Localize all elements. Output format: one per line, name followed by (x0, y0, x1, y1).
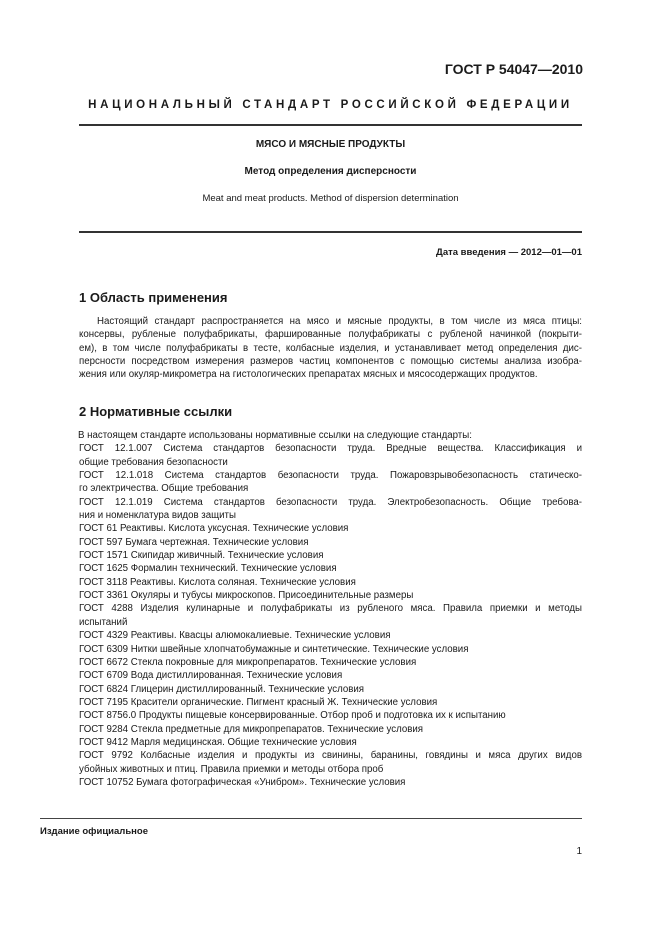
top-divider (79, 124, 582, 126)
reference-item (79, 683, 582, 696)
reference-item (79, 696, 582, 709)
page-number: 1 (576, 846, 582, 857)
reference-line: ГОСТ 6309 Нитки швейные хлопчатобумажные и синтетические. Технические условия (79, 643, 469, 655)
english-title: Meat and meat products. Method of dispersion determination (202, 193, 459, 204)
scope-paragraph-line: консервы, рубленые полуфабрикаты, фаршированные полуфабрикаты с рубленой начинкой (покрыти- (79, 329, 582, 341)
reference-line: ГОСТ 1625 Формалин технический. Технические условия (79, 563, 337, 575)
reference-line: ГОСТ 61 Реактивы. Кислота уксусная. Технические условия (79, 523, 349, 535)
reference-item (79, 709, 582, 722)
section-2-body (79, 429, 582, 789)
scope-paragraph-line: жения или окуляр-микрометра на гистологических препаратах мясных и мясосодержащих продуктов. (79, 369, 538, 381)
reference-item (79, 723, 582, 736)
reference-line: ГОСТ 12.1.019 Система стандартов безопасности труда. Электробезопасность. Общие требова- (79, 496, 582, 508)
reference-line: ГОСТ 7195 Красители органические. Пигмент красный Ж. Технические условия (79, 696, 438, 708)
reference-item (79, 496, 582, 523)
reference-line: ГОСТ 12.1.007 Система стандартов безопасности труда. Вредные вещества. Классификация и (79, 443, 582, 455)
title-divider (79, 231, 582, 233)
reference-line: ГОСТ 9412 Марля медицинская. Общие технические условия (79, 736, 357, 748)
reference-item (79, 469, 582, 496)
reference-item (79, 643, 582, 656)
reference-item (79, 656, 582, 669)
reference-line: ГОСТ 9284 Стекла предметные для микропрепаратов. Технические условия (79, 723, 424, 735)
reference-item (79, 549, 582, 562)
reference-item (79, 629, 582, 642)
official-edition-label: Издание официальное (40, 826, 148, 837)
reference-item (79, 602, 582, 629)
reference-item (79, 749, 582, 776)
reference-line: ГОСТ 1571 Скипидар живичный. Технические условия (79, 550, 324, 562)
reference-line: ГОСТ 8756.0 Продукты пищевые консервированные. Отбор проб и подготовка их к испытанию (79, 710, 506, 722)
document-title: МЯСО И МЯСНЫЕ ПРОДУКТЫ (255, 139, 406, 150)
reference-item (79, 576, 582, 589)
reference-line: ГОСТ 4329 Реактивы. Квасцы алюмокалиевые. Технические условия (79, 630, 391, 642)
reference-item (79, 669, 582, 682)
reference-line: ГОСТ 6824 Глицерин дистиллированный. Технические условия (79, 683, 365, 695)
reference-item (79, 562, 582, 575)
section-1-heading: 1 Область применения (79, 290, 228, 305)
reference-line: ГОСТ 3361 Окуляры и тубусы микроскопов. Присоединительные размеры (79, 590, 414, 602)
references-intro: В настоящем стандарте использованы нормативные ссылки на следующие стандарты: (78, 430, 472, 441)
section-2-heading: 2 Нормативные ссылки (79, 404, 233, 419)
reference-line: ГОСТ 12.1.018 Система стандартов безопасности труда. Пожаровзрывобезопасность статическо- (79, 470, 582, 482)
reference-line: ГОСТ 3118 Реактивы. Кислота соляная. Технические условия (79, 576, 356, 588)
national-standard-banner: НАЦИОНАЛЬНЫЙ СТАНДАРТ РОССИЙСКОЙ ФЕДЕРАЦИИ (88, 99, 573, 111)
standard-number: ГОСТ Р 54047—2010 (444, 61, 583, 77)
reference-item (79, 776, 582, 789)
reference-line: ГОСТ 9792 Колбасные изделия и продукты из свинины, баранины, говядины и мяса других видов (79, 750, 582, 762)
scope-paragraph-line: Настоящий стандарт распространяется на мясо и мясные продукты, в том числе из мяса птицы: (97, 316, 582, 327)
reference-line: ния и номенклатура видов защиты (79, 510, 236, 522)
reference-item (79, 736, 582, 749)
reference-line: убойных животных и птиц. Правила приемки и методы отбора проб (79, 763, 384, 775)
reference-line: ГОСТ 4288 Изделия кулинарные и полуфабрикаты из рубленого мяса. Правила приемки и методы (79, 603, 582, 615)
reference-item (79, 589, 582, 602)
reference-item (79, 442, 582, 469)
document-subtitle: Метод определения дисперсности (244, 166, 417, 177)
reference-line: го электричества. Общие требования (79, 483, 249, 495)
reference-line: ГОСТ 10752 Бумага фотографическая «Унибром». Технические условия (79, 776, 406, 788)
reference-line: общие требования безопасности (79, 456, 228, 468)
scope-paragraph-line: персности посредством измерения размеров частиц компонентов с помощью системы анализа изобра- (79, 356, 582, 368)
scope-paragraph-line: ем), в том числе полуфабрикаты в тесте, колбасные изделия, и устанавливает метод определения дис- (79, 342, 582, 354)
reference-item (79, 522, 582, 535)
reference-item (79, 536, 582, 549)
reference-line: ГОСТ 597 Бумага чертежная. Технические условия (79, 536, 309, 548)
reference-line: ГОСТ 6672 Стекла покровные для микропрепаратов. Технические условия (79, 656, 417, 668)
footer-divider (40, 818, 582, 819)
reference-line: испытаний (79, 616, 128, 628)
section-1-body (79, 315, 582, 382)
introduction-date: Дата введения — 2012—01—01 (436, 247, 582, 258)
reference-line: ГОСТ 6709 Вода дистиллированная. Технические условия (79, 670, 343, 682)
